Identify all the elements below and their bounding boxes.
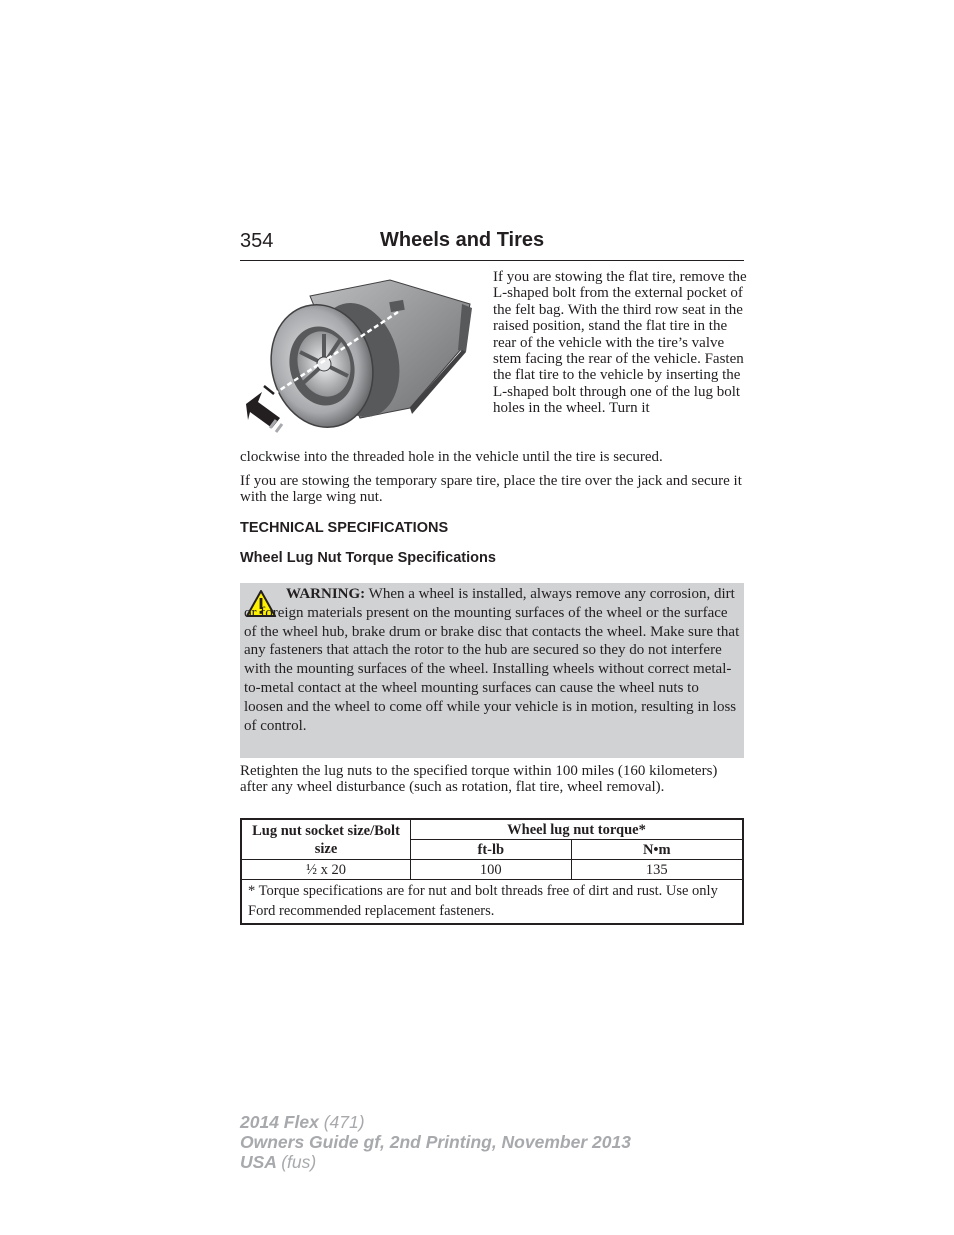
footer-guide: Owners Guide gf, 2nd Printing, November 2013: [240, 1132, 631, 1152]
footer-market: USA: [240, 1152, 277, 1172]
page-title: Wheels and Tires: [380, 229, 545, 251]
paragraph-flat-tire: If you are stowing the flat tire, remove the L-shaped bolt from the external pocket of the felt bag. With the third row seat in the raised position, stand the flat tire in the rear of the vehicle with the tire’s valve stem facing the rear of the vehicle. Fasten the flat tire to the vehicle by inserting the L-shaped bolt through one of the lug bolt holes in the wheel. Turn it: [493, 269, 747, 417]
warning-text: [244, 585, 740, 735]
col-header-torque: Wheel lug nut torque*: [411, 819, 744, 840]
table-row: [241, 860, 743, 880]
page-footer: [240, 1112, 631, 1172]
col-header-ftlb: ft-lb: [411, 840, 572, 860]
flat-tire-icon: [240, 268, 480, 444]
footer-market-code: (fus): [281, 1152, 317, 1172]
torque-spec-table: [240, 818, 744, 925]
col-header-socket: Lug nut socket size/Bolt size: [241, 819, 411, 860]
flat-tire-stowing-illustration: [240, 268, 480, 444]
section-heading: TECHNICAL SPECIFICATIONS: [240, 520, 449, 536]
subsection-heading: Wheel Lug Nut Torque Specifications: [240, 550, 496, 566]
warning-label: WARNING:: [286, 586, 366, 602]
footer-model-code: (471): [323, 1112, 365, 1132]
cell-ftlb: 100: [411, 860, 572, 880]
warning-box: [240, 583, 744, 758]
cell-size: ½ x 20: [241, 860, 411, 880]
warning-body: When a wheel is installed, always remove any corrosion, dirt or foreign materials present on the mounting surfaces of the wheel or the surface of the wheel hub, brake drum or brake disc that contacts the wheel. Make sure that any fasteners that attach the rotor to the hub are secured so they do not interfere with the mounting surfaces of the wheel. Installing wheels without correct metal-to-metal contact at the wheel mounting surfaces can cause the wheel nuts to loosen and the wheel to come off while your vehicle is in motion, resulting in loss of control.: [244, 586, 740, 734]
col-header-nm: N•m: [571, 840, 743, 860]
footer-model: 2014 Flex: [240, 1112, 319, 1132]
paragraph-flat-tire-continued: clockwise into the threaded hole in the vehicle until the tire is secured.: [240, 449, 663, 465]
paragraph-retighten: Retighten the lug nuts to the specified torque within 100 miles (160 kilometers) after any wheel disturbance (such as rotation, flat tire, wheel removal).: [240, 763, 718, 796]
page-number: 354: [240, 230, 274, 252]
cell-nm: 135: [571, 860, 743, 880]
table-footnote: * Torque specifications are for nut and bolt threads free of dirt and rust. Use only Ford recommended replacement fasteners.: [241, 880, 743, 925]
page-header: [240, 228, 744, 261]
paragraph-spare-tire: If you are stowing the temporary spare tire, place the tire over the jack and secure it with the large wing nut.: [240, 473, 742, 506]
